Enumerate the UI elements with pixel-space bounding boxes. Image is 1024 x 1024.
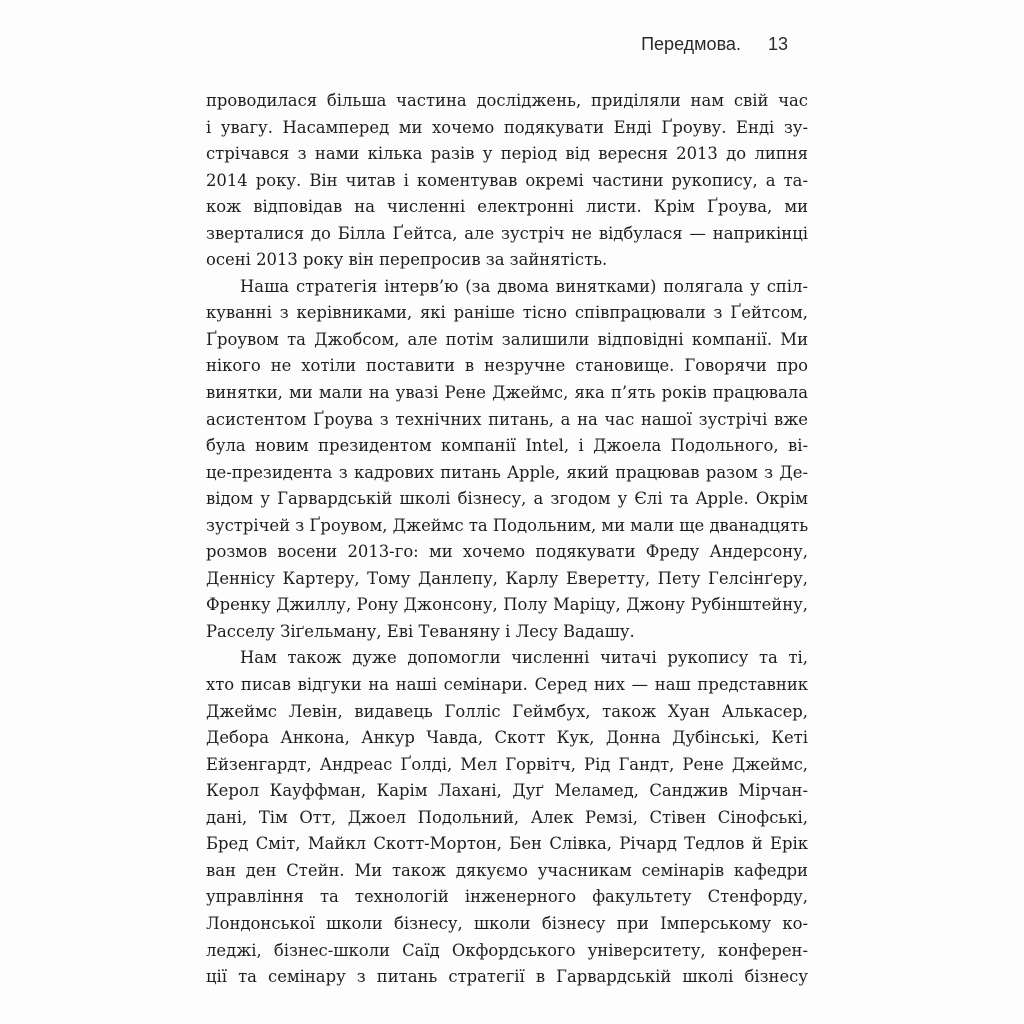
body-text xyxy=(206,88,808,991)
text-line: Джеймс Левін, видавець Голліс Геймбух, також Хуан Алькасер, xyxy=(206,701,808,721)
text-line: Бред Сміт, Майкл Скотт-Мортон, Бен Слівка, Річард Тедлов й Ерік xyxy=(206,834,808,854)
text-line: Лондонської школи бізнесу, школи бізнесу при Імперському ко- xyxy=(206,913,808,933)
running-header xyxy=(641,34,788,55)
text-line: Расселу Зіґельману, Еві Теваняну і Лесу Вадашу. xyxy=(206,621,635,641)
text-line: асистентом Ґроува з технічних питань, а на час нашої зустрічі вже xyxy=(206,409,808,429)
text-line: Дебора Анкона, Анкур Чавда, Скотт Кук, Донна Дубінські, Кеті xyxy=(206,728,808,748)
paragraph-2 xyxy=(206,274,808,646)
text-line: Керол Кауффман, Карім Лахані, Дуґ Меламед, Санджив Мірчан- xyxy=(206,781,808,801)
chapter-title: Передмова. xyxy=(641,34,741,54)
text-line: це-президента з кадрових питань Apple, який працював разом з Де- xyxy=(206,462,808,482)
text-line: і увагу. Насамперед ми хочемо подякувати Енді Ґроуву. Енді зу- xyxy=(206,117,808,137)
text-line: дані, Тім Отт, Джоел Подольний, Алек Ремзі, Стівен Сінофські, xyxy=(206,807,808,827)
text-line: леджі, бізнес-школи Саїд Окфордського університету, конферен- xyxy=(206,940,808,960)
text-line: винятки, ми мали на увазі Рене Джеймс, яка п’ять років працювала xyxy=(206,383,808,403)
text-line: зустрічей з Ґроувом, Джеймс та Подольним, ми мали ще дванадцять xyxy=(206,515,809,535)
text-line: куванні з керівниками, які раніше тісно співпрацювали з Ґейтсом, xyxy=(206,303,808,323)
text-line: управління та технологій інженерного факультету Стенфорду, xyxy=(206,887,808,907)
text-line: хто писав відгуки на наші семінари. Серед них — наш представник xyxy=(206,675,808,695)
text-line: була новим президентом компанії Intel, і Джоела Подольного, ві- xyxy=(206,436,808,456)
text-line: ції та семінару з питань стратегії в Гарвардській школі бізнесу xyxy=(206,967,808,987)
text-line: Деннісу Картеру, Тому Данлепу, Карлу Еверетту, Пету Гелсінґеру, xyxy=(206,568,808,588)
page-number: 13 xyxy=(767,34,788,54)
text-line: Ґроувом та Джобсом, але потім залишили відповідні компанії. Ми xyxy=(206,329,808,349)
paragraph-3 xyxy=(206,645,808,990)
text-line: зверталися до Білла Ґейтса, але зустріч не відбулася — наприкінці xyxy=(206,223,808,243)
text-line: 2014 року. Він читав і коментував окремі частини рукопису, а та- xyxy=(206,170,808,190)
text-line: ван ден Стейн. Ми також дякуємо учасникам семінарів кафедри xyxy=(206,860,808,880)
text-line: осені 2013 року він перепросив за зайнятість. xyxy=(206,250,608,270)
text-line: розмов восени 2013-го: ми хочемо подякувати Фреду Андерсону, xyxy=(206,542,808,562)
text-line: відом у Гарвардській школі бізнесу, а згодом у Єлі та Apple. Окрім xyxy=(206,489,808,509)
text-line: нікого не хотіли поставити в незручне становище. Говорячи про xyxy=(206,356,808,376)
text-line: проводилася більша частина досліджень, приділяли нам свій час xyxy=(206,91,808,110)
text-line: кож відповідав на численні електронні листи. Крім Ґроува, ми xyxy=(206,197,808,217)
text-line: Наша стратегія інтерв’ю (за двома винятками) полягала у спіл- xyxy=(240,276,808,296)
text-line: Ейзенгардт, Андреас Ґолді, Мел Горвітч, Рід Гандт, Рене Джеймс, xyxy=(206,754,808,774)
text-line: Френку Джиллу, Рону Джонсону, Полу Маріцу, Джону Рубінштейну, xyxy=(206,595,808,615)
text-line: Нам також дуже допомогли численні читачі рукопису та ті, xyxy=(240,648,808,668)
paragraph-1 xyxy=(206,88,808,274)
text-line: стрічався з нами кілька разів у період від вересня 2013 до липня xyxy=(206,144,808,164)
